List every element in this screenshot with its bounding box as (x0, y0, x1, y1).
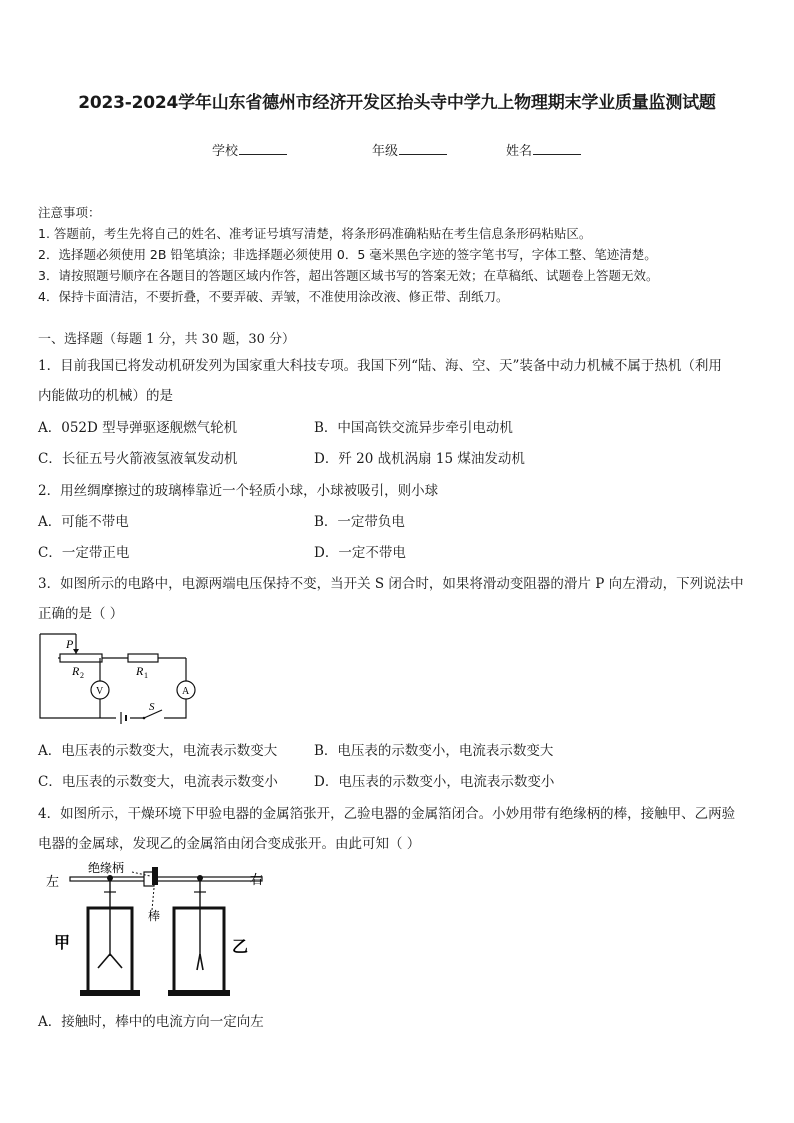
q1-option-d[interactable]: D．歼 20 战机涡扇 15 煤油发动机 (314, 451, 525, 467)
rod-icon (70, 877, 262, 881)
q1-stem-line2: 内能做功的机械）的是 (38, 388, 173, 404)
q3-option-c[interactable]: C．电压表的示数变大，电流表示数变小 (38, 774, 278, 790)
school-label: 学校 (212, 144, 239, 159)
q2-option-b[interactable]: B．一定带负电 (314, 514, 405, 530)
q3-circuit-diagram (36, 628, 206, 724)
name-field (506, 140, 581, 159)
label-rod: 棒 (148, 909, 161, 923)
label-jia: 甲 (54, 935, 71, 952)
school-field (212, 140, 287, 159)
label-ammeter: A (182, 686, 190, 697)
grade-label: 年级 (372, 144, 399, 159)
electroscope-jia (80, 875, 140, 996)
q2-option-a[interactable]: A．可能不带电 (38, 514, 129, 530)
label-voltmeter: V (96, 686, 104, 697)
q3-option-a[interactable]: A．电压表的示数变大，电流表示数变大 (38, 743, 278, 759)
label-switch: S (149, 701, 155, 713)
grade-field (372, 140, 447, 159)
q2-stem: 2．用丝绸摩擦过的玻璃棒靠近一个轻质小球，小球被吸引，则小球 (38, 483, 439, 499)
q4-electroscope-figure (40, 858, 280, 1000)
name-blank[interactable] (533, 142, 581, 155)
label-right: 右 (250, 872, 264, 887)
q4-stem-line2: 电器的金属球，发现乙的金属箔由闭合变成张开。由此可知（ ） (38, 836, 421, 852)
page-title: 2023-2024学年山东省德州市经济开发区抬头寺中学九上物理期末学业质量监测试题 (78, 93, 716, 113)
label-r1: R (136, 664, 144, 678)
note-item-4: 4．保持卡面清洁，不要折叠，不要弄破、弄皱，不准使用涂改液、修正带、刮纸刀。 (38, 289, 509, 304)
notes-heading: 注意事项： (38, 205, 101, 220)
q1-option-c[interactable]: C．长征五号火箭液氢液氧发动机 (38, 451, 238, 467)
q4-stem-line1: 4．如图所示，干燥环境下甲验电器的金属箔张开，乙验电器的金属箔闭合。小妙用带有绝缘柄的棒，接触甲、乙两验 (38, 806, 736, 822)
grade-blank[interactable] (399, 142, 447, 155)
q1-stem-line1: 1．目前我国已将发动机研发列为国家重大科技专项。我国下列“陆、海、空、天”装备中动力机械不属于热机（利用 (38, 358, 722, 374)
label-p: P (66, 637, 74, 651)
label-yi: 乙 (232, 939, 249, 956)
q1-option-b[interactable]: B．中国高铁交流异步牵引电动机 (314, 420, 513, 436)
electroscope-yi (168, 875, 230, 996)
label-handle: 绝缘柄 (88, 861, 125, 875)
rheostat-r2-icon (60, 654, 102, 662)
note-item-2: 2．选择题必须使用 2B 铅笔填涂；非选择题必须使用 0．5 毫米黑色字迹的签字笔书写，字体工整、笔迹清楚。 (38, 247, 657, 262)
note-item-1: 1. 答题前，考生先将自己的姓名、准考证号填写清楚，将条形码准确粘贴在考生信息条形码粘贴区。 (38, 226, 592, 241)
school-blank[interactable] (239, 142, 287, 155)
resistor-r1-icon (128, 654, 158, 662)
q3-option-d[interactable]: D．电压表的示数变小，电流表示数变小 (314, 774, 555, 790)
label-r2: R (72, 664, 80, 678)
label-r1-sub: 1 (144, 671, 148, 680)
q3-stem-line1: 3．如图所示的电路中，电源两端电压保持不变，当开关 S 闭合时，如果将滑动变阻器的滑片 P 向左滑动，下列说法中 (38, 576, 744, 592)
q2-option-c[interactable]: C．一定带正电 (38, 545, 130, 561)
label-left: 左 (46, 874, 60, 889)
q1-option-a[interactable]: A．052D 型导弹驱逐舰燃气轮机 (38, 420, 238, 436)
q4-option-a[interactable]: A．接触时，棒中的电流方向一定向左 (38, 1014, 264, 1030)
q3-option-b[interactable]: B．电压表的示数变小，电流表示数变大 (314, 743, 554, 759)
label-r2-sub: 2 (80, 671, 84, 680)
name-label: 姓名 (506, 144, 533, 159)
section-heading: 一、选择题（每题 1 分，共 30 题，30 分） (38, 332, 296, 347)
note-item-3: 3．请按照题号顺序在各题目的答题区域内作答，超出答题区域书写的答案无效；在草稿纸、试题卷上答题无效。 (38, 268, 659, 283)
q2-option-d[interactable]: D．一定不带电 (314, 545, 406, 561)
q3-stem-line2: 正确的是（ ） (38, 606, 124, 622)
